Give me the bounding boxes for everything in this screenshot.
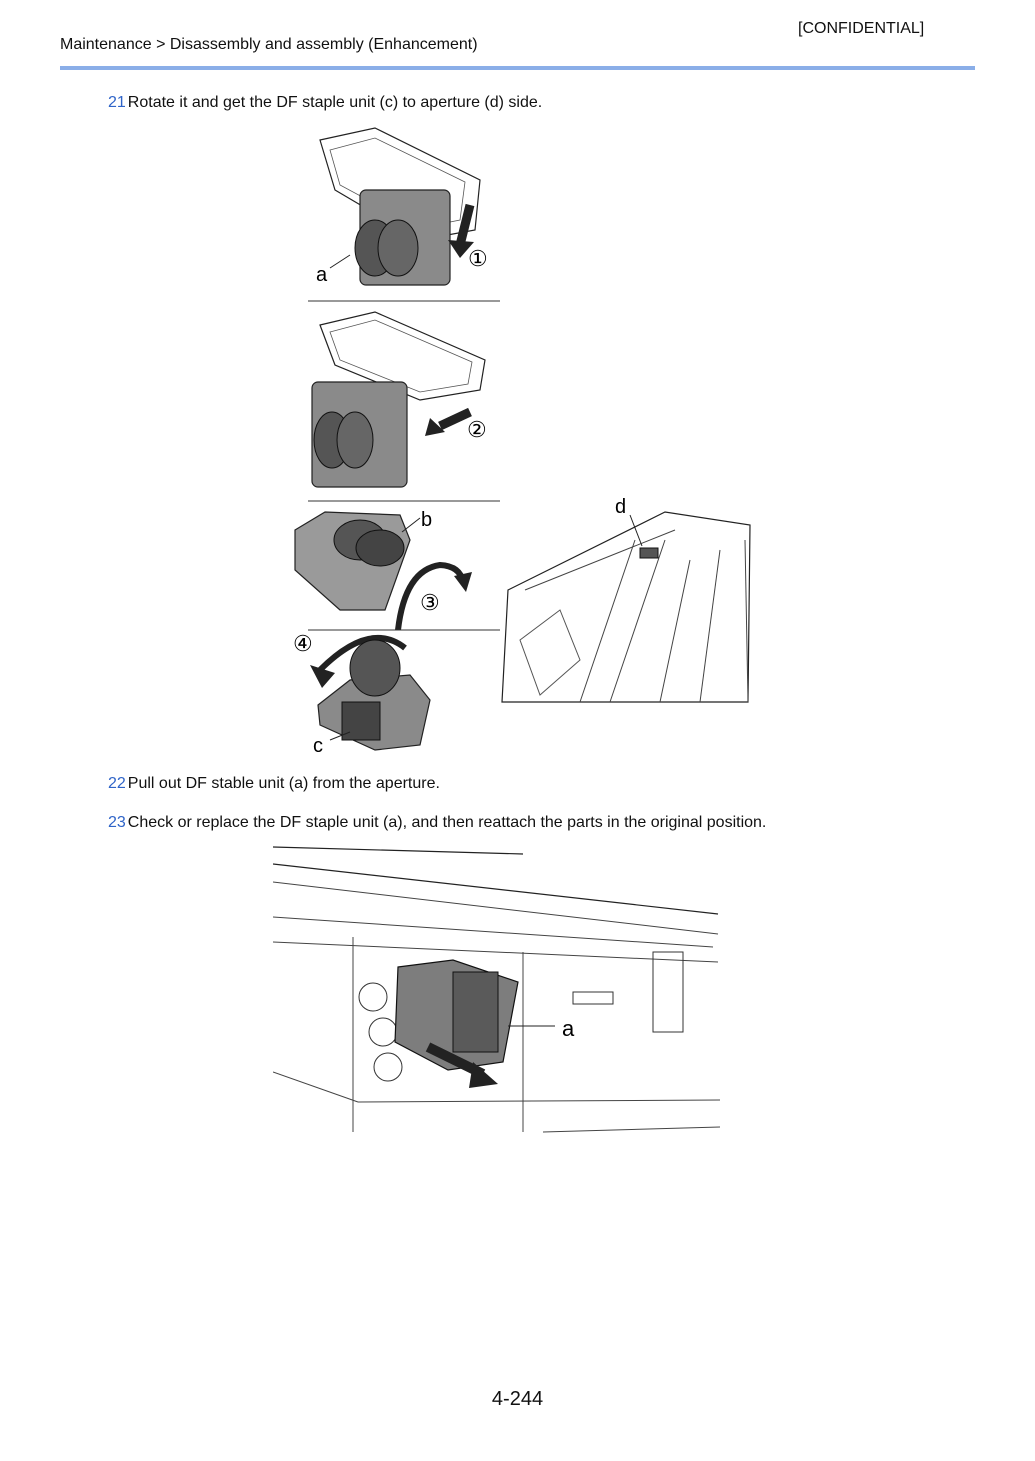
step-number: 22	[108, 775, 126, 792]
breadcrumb: Maintenance > Disassembly and assembly (Enhancement)	[60, 36, 478, 53]
label-a: a	[562, 1016, 575, 1041]
callout-3: ③	[420, 590, 440, 615]
label-c: c	[313, 735, 323, 757]
step-number: 21	[108, 94, 126, 111]
step-number: 23	[108, 814, 126, 831]
header-divider	[60, 66, 975, 70]
aperture-view	[502, 512, 750, 702]
callout-4: ④	[293, 631, 313, 656]
step-text: Check or replace the DF staple unit (a), and then reattach the parts in the original position.	[127, 814, 767, 831]
confidential-label: [CONFIDENTIAL]	[798, 20, 925, 37]
callout-2: ②	[467, 417, 487, 442]
label-d: d	[615, 496, 627, 518]
panel-2	[312, 312, 485, 487]
page-number: 4-244	[491, 1388, 544, 1410]
step-text: Rotate it and get the DF staple unit (c) to aperture (d) side.	[127, 94, 543, 111]
panel-1	[320, 128, 480, 285]
panel-4	[310, 638, 430, 750]
label-a: a	[316, 264, 328, 286]
step-21	[108, 94, 542, 112]
panel-3	[295, 512, 472, 630]
step-22	[108, 775, 440, 793]
staple-unit-rotation-figure	[280, 120, 760, 765]
step-text: Pull out DF stable unit (a) from the aperture.	[127, 775, 440, 792]
label-b: b	[421, 509, 433, 531]
step-23	[108, 814, 766, 832]
callout-1: ①	[468, 246, 488, 271]
pull-out-unit-figure	[273, 842, 721, 1134]
